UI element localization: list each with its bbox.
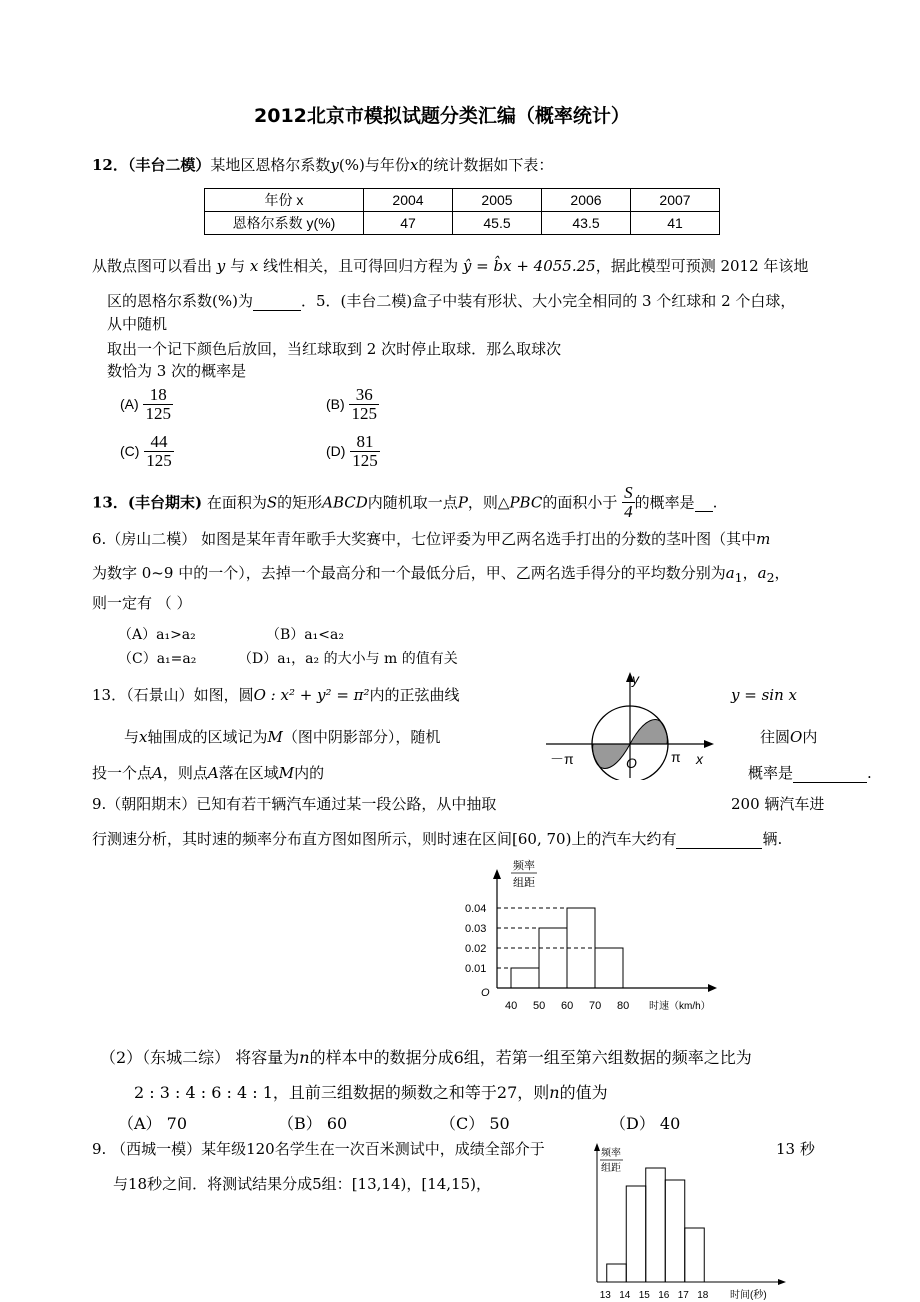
q9a-line1-end: 200 辆汽车进 [731, 795, 825, 813]
neg-pi-label: －π [550, 751, 574, 767]
x-tick-label: 60 [561, 1000, 574, 1010]
histogram-bar [607, 1264, 627, 1282]
table-cell: 2004 [364, 189, 453, 212]
x-tick-label: 50 [533, 1000, 546, 1010]
q9b-line1-end: 13 秒 [776, 1140, 815, 1158]
histogram-bar [626, 1186, 646, 1282]
table-row [205, 212, 720, 235]
q2-line2: 2 : 3 : 4 : 6 : 4 : 1，且前三组数据的频数之和等于27，则n的值为 [134, 1083, 608, 1102]
option-b: （B） 60 [278, 1114, 348, 1133]
x-axis-label: 时速（km/h） [649, 1001, 711, 1010]
q6-line2: 为数字 0~9 中的一个），去掉一个最高分和一个最低分后，甲、乙两名选手得分的平均数分别为$a_1$，$a_2$， [92, 564, 790, 585]
option-b: （B）a₁<a₂ [266, 627, 344, 643]
q12-line1: 从散点图可以看出 y 与 x 线性相关，且可得回归方程为 ŷ = b̂x + 4055.25，据此模型可预测 2012 年该地 [92, 257, 809, 275]
q6-line1: 6.（房山二模） 如图是某年青年歌手大奖赛中，七位评委为甲乙两名选手打出的分数的茎叶图（其中m [92, 530, 771, 548]
x-tick-label: 14 [619, 1290, 631, 1300]
regression-equation: ŷ = b̂x + 4055.25 [462, 257, 596, 275]
x-label: x [696, 751, 703, 767]
q9a-line2: 行测速分析，其时速的频率分布直方图如图所示，则时速在区间[60, 70)上的汽车大约有 辆. [92, 830, 783, 848]
answer-blank [695, 493, 713, 512]
time-histogram [590, 1140, 790, 1300]
pi-label: π [671, 749, 681, 765]
y-label-top: 频率 [601, 1148, 621, 1159]
histogram-bar [665, 1180, 685, 1282]
histogram-bar [539, 928, 567, 988]
x-axis-label: 时间(秒) [730, 1290, 767, 1300]
sine-circle-figure [540, 668, 720, 780]
y-axis-arrow [493, 869, 501, 879]
q13b-line1: 13．（石景山）如图，圆O : x² + y² = π²内的正弦曲线 [92, 686, 460, 704]
y-label-top: 频率 [513, 860, 535, 872]
x-tick-label: 80 [617, 1000, 630, 1010]
x-axis-arrow [708, 984, 717, 992]
fraction: $\frac{S}{4}$ [624, 483, 633, 521]
histogram-bar [595, 948, 623, 988]
origin-label: O [626, 755, 637, 771]
q13b-line2: 与x轴围成的区域记为M（图中阴影部分），随机 [124, 728, 441, 746]
q13-rectangle: 13．(丰台期末) 在面积为S的矩形ABCD内随机取一点P，则△PBC的面积小于 $\frac{S}{4}$ 的概率是 . [92, 483, 718, 521]
speed-histogram [445, 855, 730, 1010]
y-tick-label: 0.03 [465, 923, 487, 935]
answer-blank [676, 830, 762, 849]
option-a: (A) $\frac{18}{125}$ [120, 385, 171, 423]
q13b-line3-end: 概率是 . [748, 764, 872, 782]
q5-line: 取出一个记下颜色后放回，当红球取到 2 次时停止取球．那么取球次 [107, 340, 562, 358]
y-tick-label: 0.04 [465, 903, 487, 915]
answer-blank [793, 764, 867, 783]
q5-line: 从中随机 [107, 315, 168, 333]
x-tick-label: 40 [505, 1000, 518, 1010]
x-axis-arrow [704, 740, 714, 748]
y-tick-label: 0.01 [465, 963, 487, 975]
histogram-bar [685, 1228, 705, 1282]
table-header-year: 年份 x [205, 189, 364, 212]
table-row [205, 189, 720, 212]
option-a: （A） 70 [118, 1114, 188, 1133]
option-d: （D） 40 [610, 1114, 681, 1133]
fraction: $\frac{44}{125}$ [146, 432, 172, 470]
fraction: $\frac{81}{125}$ [352, 432, 378, 470]
y-tick-label: 0.02 [465, 943, 487, 955]
q12-intro: 12．（丰台二模）某地区恩格尔系数y(%)与年份x的统计数据如下表： [92, 156, 554, 174]
x-tick-label: 15 [638, 1290, 650, 1300]
option-b: (B) $\frac{36}{125}$ [326, 385, 377, 423]
fraction: $\frac{18}{125}$ [145, 385, 171, 423]
x-axis-arrow [778, 1279, 786, 1285]
page-title: 2012北京市模拟试题分类汇编（概率统计） [254, 105, 630, 127]
q13b-line2-end: 往圆O内 [760, 728, 818, 746]
q9a-line1: 9.（朝阳期末）已知有若干辆汽车通过某一段公路，从中抽取 [92, 795, 497, 813]
table-cell: 47 [364, 212, 453, 235]
option-c: （C）a₁=a₂ [118, 651, 197, 667]
origin-label: O [481, 987, 490, 999]
q5-line: 数恰为 3 次的概率是 [107, 362, 247, 380]
table-cell: 2006 [542, 189, 631, 212]
q9b-line1: 9. （西城一模）某年级120名学生在一次百米测试中，成绩全部介于 [92, 1140, 545, 1158]
q2-line1: （2）（东城二综） 将容量为n的样本中的数据分成6组，若第一组至第六组数据的频率之比为 [100, 1048, 752, 1067]
q6-line3: 则一定有 （ ） [92, 594, 192, 612]
table-cell: 45.5 [453, 212, 542, 235]
q12-line2: 区的恩格尔系数(%)为 ．5．(丰台二模)盒子中装有形状、大小完全相同的 3 个红球和 2 个白球， [107, 292, 796, 310]
engel-table [204, 188, 720, 235]
q9b-line2: 与18秒之间．将测试结果分成5组：[13,14)，[14,15)， [113, 1175, 492, 1193]
table-cell: 43.5 [542, 212, 631, 235]
histogram-bar [646, 1168, 666, 1282]
table-cell: 2007 [631, 189, 720, 212]
y-label-bottom: 组距 [513, 877, 535, 889]
option-c: （C） 50 [440, 1114, 510, 1133]
table-header-engel: 恩格尔系数 y(%) [205, 212, 364, 235]
answer-blank [253, 292, 301, 311]
x-tick-label: 13 [599, 1290, 611, 1300]
x-tick-label: 18 [697, 1290, 709, 1300]
y-label: y [632, 671, 639, 687]
table-cell: 2005 [453, 189, 542, 212]
option-d: （D）a₁，a₂ 的大小与 m 的值有关 [238, 651, 458, 667]
x-tick-label: 16 [658, 1290, 670, 1300]
option-a: （A）a₁>a₂ [118, 627, 196, 643]
q13b-line3: 投一个点A，则点A落在区域M内的 [92, 764, 325, 782]
x-tick-label: 17 [677, 1290, 689, 1300]
y-axis-arrow [594, 1143, 600, 1151]
curve-equation: y = sin x [731, 686, 797, 704]
fraction: $\frac{36}{125}$ [351, 385, 377, 423]
y-label-bottom: 组距 [601, 1163, 621, 1174]
x-tick-label: 70 [589, 1000, 602, 1010]
histogram-bar [511, 968, 539, 988]
option-d: (D) $\frac{81}{125}$ [326, 432, 378, 470]
table-cell: 41 [631, 212, 720, 235]
option-c: (C) $\frac{44}{125}$ [120, 432, 172, 470]
